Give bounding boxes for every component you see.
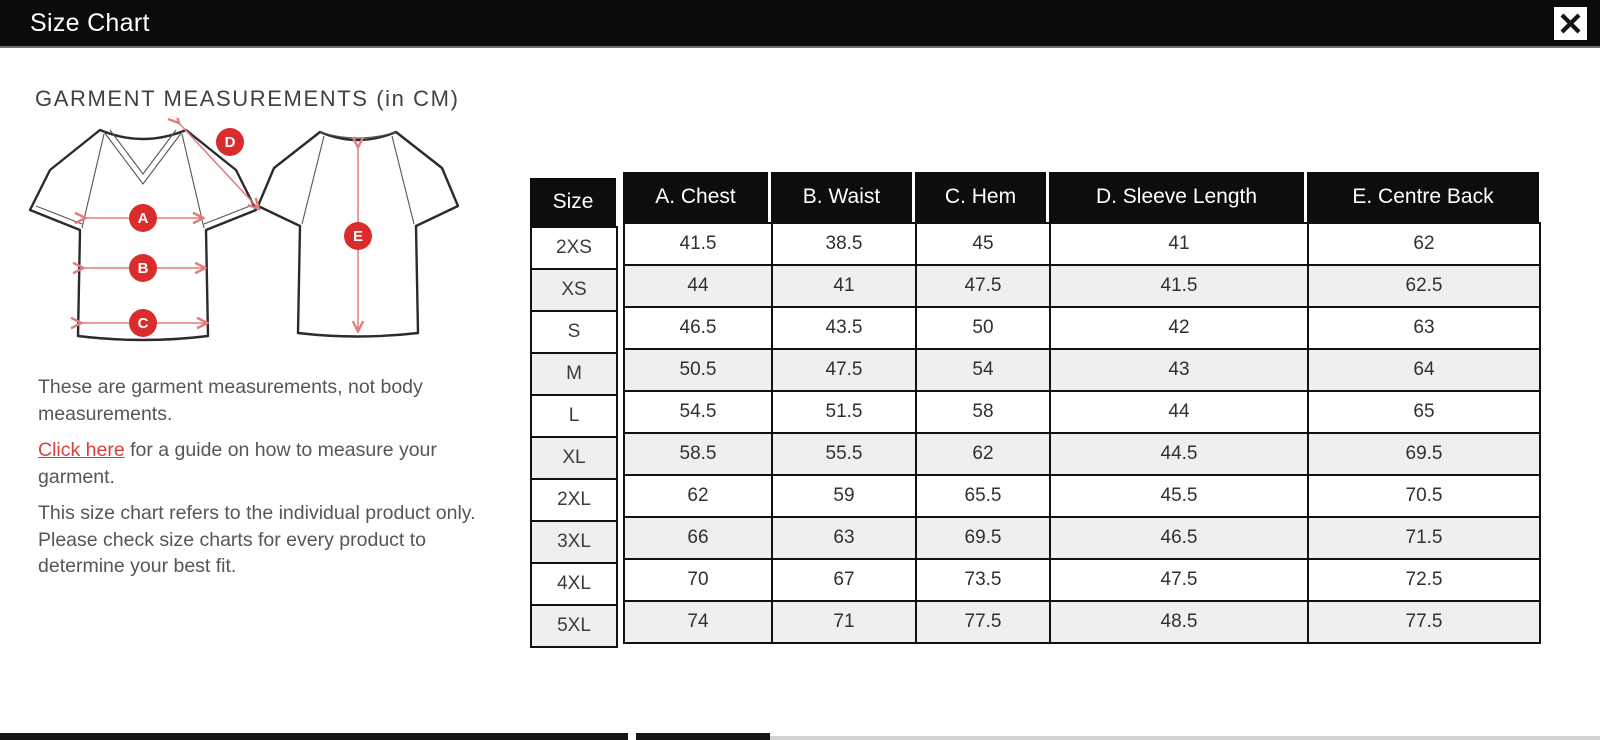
table-row [624, 391, 1540, 433]
value-cell: 43.5 [772, 307, 916, 349]
value-cell: 58.5 [624, 433, 772, 475]
column-header: E. Centre Back [1307, 172, 1539, 222]
value-cell: 63 [772, 517, 916, 559]
value-cell: 45 [916, 223, 1050, 265]
badge-a: A [137, 210, 149, 227]
table-row [531, 521, 617, 563]
page-background-bar [770, 736, 1600, 740]
value-cell: 67 [772, 559, 916, 601]
column-header: B. Waist [771, 172, 915, 222]
size-cell: S [531, 311, 617, 353]
value-cell: 77.5 [1308, 601, 1540, 643]
table-row [624, 559, 1540, 601]
modal-header-bar [0, 0, 1600, 48]
value-cell: 47.5 [772, 349, 916, 391]
size-column-body [531, 227, 617, 647]
value-cell: 62 [1308, 223, 1540, 265]
badge-c: C [137, 315, 149, 332]
value-cell: 71.5 [1308, 517, 1540, 559]
value-cell: 73.5 [916, 559, 1050, 601]
table-row [624, 517, 1540, 559]
value-cell: 47.5 [1050, 559, 1308, 601]
badge-e: E [352, 228, 364, 245]
size-chart-table [530, 172, 1541, 644]
section-heading: GARMENT MEASUREMENTS (in CM) [35, 86, 460, 111]
size-cell: 4XL [531, 563, 617, 605]
table-row [624, 475, 1540, 517]
value-cell: 58 [916, 391, 1050, 433]
table-row [531, 227, 617, 269]
page-background-bar [636, 733, 770, 740]
measure-guide-link[interactable]: Click here [38, 438, 125, 461]
value-cell: 50.5 [624, 349, 772, 391]
size-cell: XS [531, 269, 617, 311]
size-cell: XL [531, 437, 617, 479]
close-icon [1559, 12, 1582, 35]
product-note: This size chart refers to the individual product only. Please check size charts for every product to determine your best fit. [38, 501, 476, 578]
table-row [624, 601, 1540, 643]
guide-note-text: for a guide on how to measure your garment. [38, 438, 437, 488]
table-row [531, 311, 617, 353]
value-cell: 65.5 [916, 475, 1050, 517]
value-cell: 65 [1308, 391, 1540, 433]
size-cell: 5XL [531, 605, 617, 647]
notes-block [38, 374, 482, 589]
modal-title: Size Chart [30, 9, 150, 37]
value-cell: 42 [1050, 307, 1308, 349]
size-column [530, 178, 618, 650]
garment-measurement-diagram [28, 118, 468, 358]
value-cell: 47.5 [916, 265, 1050, 307]
value-cell: 41.5 [1050, 265, 1308, 307]
data-columns [623, 172, 1541, 644]
table-row [531, 437, 617, 479]
data-table-body [624, 223, 1540, 643]
value-cell: 62 [624, 475, 772, 517]
value-cell: 69.5 [916, 517, 1050, 559]
table-row [624, 223, 1540, 265]
front-shirt-outline [30, 130, 256, 340]
size-column-header: Size [530, 178, 616, 226]
table-row [624, 265, 1540, 307]
table-row [531, 269, 617, 311]
value-cell: 70.5 [1308, 475, 1540, 517]
value-cell: 45.5 [1050, 475, 1308, 517]
table-row [531, 563, 617, 605]
value-cell: 71 [772, 601, 916, 643]
value-cell: 72.5 [1308, 559, 1540, 601]
value-cell: 46.5 [1050, 517, 1308, 559]
table-row [624, 349, 1540, 391]
table-row [531, 479, 617, 521]
close-button[interactable] [1554, 7, 1587, 40]
value-cell: 44 [624, 265, 772, 307]
value-cell: 63 [1308, 307, 1540, 349]
value-cell: 50 [916, 307, 1050, 349]
table-row [624, 307, 1540, 349]
value-cell: 51.5 [772, 391, 916, 433]
guide-note [38, 437, 482, 491]
value-cell: 54.5 [624, 391, 772, 433]
column-header: A. Chest [623, 172, 771, 222]
table-row [624, 433, 1540, 475]
value-cell: 41.5 [624, 223, 772, 265]
size-cell: 3XL [531, 521, 617, 563]
value-cell: 59 [772, 475, 916, 517]
size-cell: 2XS [531, 227, 617, 269]
table-header-row [623, 172, 1541, 222]
value-cell: 62.5 [1308, 265, 1540, 307]
table-row [531, 605, 617, 647]
value-cell: 64 [1308, 349, 1540, 391]
size-cell: L [531, 395, 617, 437]
size-cell: M [531, 353, 617, 395]
page-background-bar [0, 733, 628, 740]
value-cell: 41 [772, 265, 916, 307]
value-cell: 77.5 [916, 601, 1050, 643]
value-cell: 69.5 [1308, 433, 1540, 475]
value-cell: 74 [624, 601, 772, 643]
value-cell: 54 [916, 349, 1050, 391]
badge-b: B [137, 260, 149, 277]
value-cell: 44.5 [1050, 433, 1308, 475]
column-header: C. Hem [915, 172, 1049, 222]
column-header: D. Sleeve Length [1049, 172, 1307, 222]
value-cell: 70 [624, 559, 772, 601]
value-cell: 38.5 [772, 223, 916, 265]
value-cell: 46.5 [624, 307, 772, 349]
value-cell: 62 [916, 433, 1050, 475]
size-cell: 2XL [531, 479, 617, 521]
value-cell: 43 [1050, 349, 1308, 391]
table-row [531, 353, 617, 395]
table-row [531, 395, 617, 437]
value-cell: 41 [1050, 223, 1308, 265]
value-cell: 55.5 [772, 433, 916, 475]
badge-d: D [224, 134, 236, 151]
measurements-note: These are garment measurements, not body measurements. [38, 376, 423, 425]
value-cell: 66 [624, 517, 772, 559]
value-cell: 44 [1050, 391, 1308, 433]
value-cell: 48.5 [1050, 601, 1308, 643]
